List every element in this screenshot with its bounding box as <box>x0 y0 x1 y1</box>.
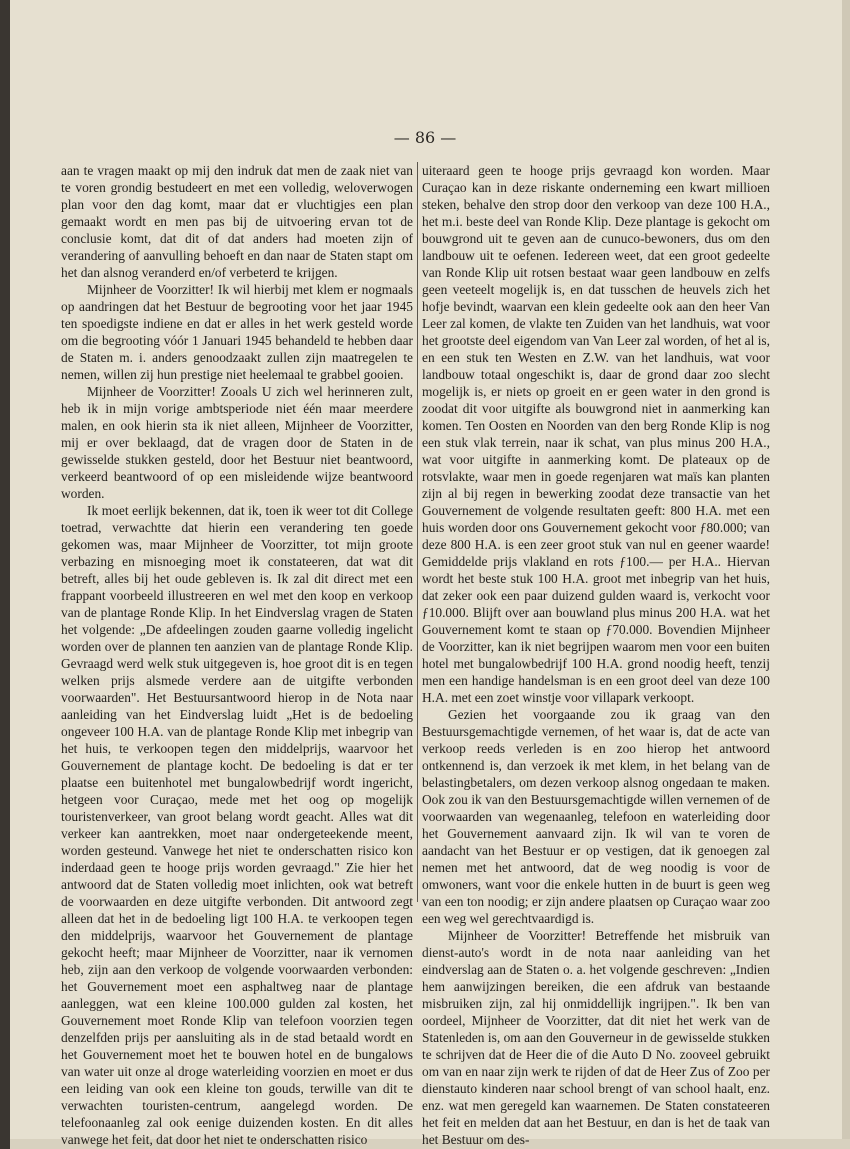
left-column <box>61 162 413 1148</box>
left-paragraph-1: aan te vragen maakt op mij den indruk dat men de zaak niet van te voren grondig bestudeert en met een volledig, weloverwogen plan voor den dag komt, maar dat er vluchtigjes een plan gemaakt wordt en men pas bij de uitvoering ervan tot de conclusie komt, dat dit of dat anders had moeten zijn of verandering of aanvulling behoeft en dan naar de Staten stapt om het dan alsnog veranderd en/of verbeterd te krijgen. <box>61 163 413 280</box>
right-column <box>422 162 770 1148</box>
left-paragraph-4: Ik moet eerlijk bekennen, dat ik, toen ik weer tot dit College toetrad, verwachtte dat hierin een verandering ten goede gekomen was, maar Mijnheer de Voorzitter, tot mijn groote verbazing en misnoeging moet ik constateeren, dat wat dit betreft, alles bij het oude gebleven is. Ik zal dit direct met een frappant voorbeeld illustreeren en wel met den koop en verkoop van de plantage Ronde Klip. In het Eindverslag vragen de Staten het volgende: „De afdeelingen zouden gaarne volledig ingelicht worden over de plannen ten aanzien van de plantage Ronde Klip. Gevraagd werd welk stuk uitgegeven is, hoe groot dit is en tegen welken prijs alsmede verdere aan de uitgifte verbonden voorwaarden". Het Bestuursantwoord hierop in de Nota naar aanleiding van het Eindverslag luidt „Het is de bedoeling ongeveer 100 H.A. van de plantage Ronde Klip met inbegrip van het huis, te verkoopen tegen den middelprijs, waarvoor het Gouvernement de plantage kocht. De bedoeling is dat er ter plaatse een buitenhotel met bungalowbedrijf wordt ingericht, hetgeen voor Curaçao, mede met het oog op mogelijk touristenverkeer, van groot belang wordt geacht. Alles wat dit verkeer kan aantrekken, moet naar ondergeteekende meent, worden gesteund. Vanwege het niet te onderschatten risico kon inderdaad geen te hooge prijs worden gevraagd." Zie hier het antwoord dat de Staten volledig moet inlichten, ook wat betreft de voorwaarden en deze uitgifte verbonden. Dit antwoord zegt alleen dat het in de bedoeling ligt 100 H.A. te verkoopen tegen den middelprijs, waarvoor het Gouvernement de plantage gekocht heeft; maar Mijnheer de Voorzitter, naar ik vernomen heb, zijn aan den verkoop de volgende voorwaarden verbonden: het Gouvernement moet een asphaltweg naar de plantage aanleggen, wat een kleine 100.000 gulden zal kosten, het Gouvernement moet Ronde Klip van telefoon voorzien tegen denzelfden prijs per aansluiting als in de stad betaald wordt en het Gouvernement moet het te bouwen hotel en de bungalows van water uit onze al droge waterleiding voorzien en moet er dus een leiding van ook een kleine ton gouds, terwille van dit te verwachten touristen-centrum, aangelegd worden. De telefoonaanleg zal ook eenige duizenden kosten. En dit alles vanwege het feit, dat door het niet te onderschatten risico <box>61 503 413 1147</box>
right-paragraph-1: uiteraard geen te hooge prijs gevraagd kon worden. Maar Curaçao kan in deze riskante onderneming een kwart millioen steken, behalve den strop door den verkoop van deze 100 H.A., het m.i. beste deel van Ronde Klip. Deze plantage is gekocht om bouwgrond uit te geven aan de cunuco-bewoners, dus om den landbouw uit te oefenen. Iedereen weet, dat een groot gedeelte van Ronde Klip uit rotsen bestaat waar geen landbouw en zelfs geen veeteelt mogelijk is, en dat tusschen de heuvels zich het hofje bevindt, waarvan een klein gedeelte ook aan den heer Van Leer zal komen, de vlakte ten Zuiden van het landhuis, wat voor het grootste deel eigendom van Van Leer zal worden, of het al is, en een stuk ten Westen en Z.W. van het landhuis, wat voor landbouw totaal ongeschikt is, daar de grond daar zoo slecht mogelijk is, er niets op groeit en er geen water in den grond is zoodat dit voor uitgifte als bouwgrond niet in aanmerking kan komen. Ten Oosten en Noorden van den berg Ronde Klip is nog een stuk vlak terrein, naar ik schat, van plus minus 200 H.A., wat voor uitgifte in aanmerking komt. De plateaux op de rotsvlakte, waar men in goede regenjaren wat maïs kan planten zijn al bij regen in bewerking zoodat deze transactie van het Gouvernement de volgende resultaten geeft: 800 H.A. met een huis worden door ons Gouvernement gekocht voor ƒ80.000; van deze 800 H.A. is een zeer groot stuk van nul en geener waarde! Gemiddelde prijs vlakland en rots ƒ100.— per H.A.. Hiervan wordt het beste stuk 100 H.A. groot met inbegrip van het huis, dat zeker ook een paar duizend gulden waard is, verkocht voor ƒ10.000. Blijft over aan bouwland plus minus 200 H.A. wat het Gouvernement komt te staan op ƒ70.000. Bovendien Mijnheer de Voorzitter, kan ik niet begrijpen waarom men voor een buiten hotel met bungalowbedrijf 100 H.A. grond noodig heeft, tenzij men een handige handelsman is en een groot deel van deze 100 H.A. met een zoet winstje voor villapark verkoopt. <box>422 163 770 705</box>
column-divider <box>417 162 418 902</box>
right-paragraph-2: Gezien het voorgaande zou ik graag van den Bestuursgemachtigde vernemen, of het waar is, dat de acte van verkoop reeds verleden is en zoo hierop het antwoord ontkennend is, dan verzoek ik met klem, in het belang van de belastingbetalers, om dezen verkoop alsnog ongedaan te maken. Ook zou ik van den Bestuursgemachtigde willen vernemen of de voorwaarden van wegenaanleg, telefoon en waterleiding door het Gouvernement aanvaard zijn. Ik wil van te voren de aandacht van het Bestuur er op vestigen, dat ik genoegen zal nemen met het antwoord, dat de weg noodig is voor de omwoners, want voor die enkele hutten in de buurt is geen weg van een ton noodig; er zijn andere plaatsen op Curaçao waar zoo een weg wel gerechtvaardigd is. <box>422 707 770 926</box>
left-paragraph-3: Mijnheer de Voorzitter! Zooals U zich wel herinneren zult, heb ik in mijn vorige ambtsperiode niet één maar meerdere malen, en ook hierin sta ik niet alleen, Mijnheer de Voorzitter, mij er over beklaagd, dat de vragen door de Staten in de gewisselde stukken gesteld, door het Bestuur niet beantwoord, verkeerd beantwoord of op een misleidende wijze beantwoord worden. <box>61 384 413 501</box>
binding-spine <box>0 0 10 1149</box>
page-number: — 86 — <box>393 128 457 147</box>
left-paragraph-2: Mijnheer de Voorzitter! Ik wil hierbij met klem er nogmaals op aandringen dat het Bestuur de begrooting voor het jaar 1945 ten spoedigste indiene en dat er alles in het werk gesteld worde om die begrooting vóór 1 Januari 1945 behandeld te hebben daar de Staten m. i. anders genoodzaakt zullen zijn maatregelen te nemen, willen zij hun prestige niet heelemaal te grabbel gooien. <box>61 282 413 382</box>
right-paragraph-3: Mijnheer de Voorzitter! Betreffende het misbruik van dienst-auto's wordt in de nota naar aanleiding van het eindverslag aan de Staten o. a. het volgende geschreven: „Indien hem aanwijzingen bereiken, die een afdruk van bestaande misbruiken zijn, zal hij onmiddellijk ingrijpen.". Ik ben van oordeel, Mijnheer de Voorzitter, dat dit niet het werk van de Statenleden is, om aan den Gouverneur in de gewisselde stukken te schrijven dat de Heer die of die Auto D No. zooveel gebruikt om van en naar zijn werk te rijden of dat de Heer Zus of Zoo per dienstauto kinderen naar school brengt of van school haalt, enz. enz. wat men geregeld kan waarnemen. De Staten constateeren het feit en melden dat aan het Bestuur, en dan is het de taak van het Bestuur om des- <box>422 928 770 1147</box>
page-edge <box>842 0 850 1149</box>
